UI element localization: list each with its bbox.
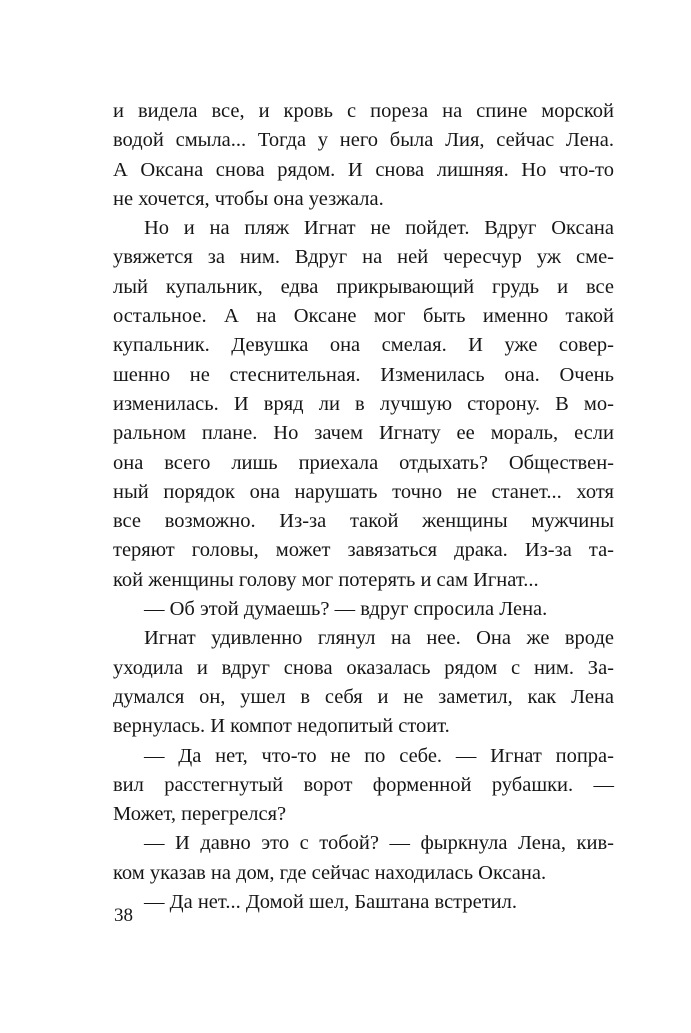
text-line: Может, перегрелся? xyxy=(113,803,287,826)
text-line: — Об этой думаешь? — вдруг спросила Лена. xyxy=(144,598,548,621)
text-line: — Да нет, что-то не по себе. — Игнат попра- xyxy=(144,744,614,767)
text-line: ральном плане. Но зачем Игнату ее мораль, если xyxy=(113,422,614,445)
text-line: — Да нет... Домой шел, Баштана встретил. xyxy=(144,891,518,914)
paragraph xyxy=(113,214,614,595)
text-line: теряют головы, может завязаться драка. Из-за та- xyxy=(113,539,614,562)
text-line: уходила и вдруг снова оказалась рядом с ним. За- xyxy=(113,656,614,679)
text-line: А Оксана снова рядом. И снова лишняя. Но что-то xyxy=(113,158,614,181)
page-number: 38 xyxy=(114,905,133,926)
text-line: и видела все, и кровь с пореза на спине морской xyxy=(113,100,614,122)
paragraph xyxy=(113,97,614,214)
text-line: думался он, ушел в себя и не заметил, как Лена xyxy=(113,685,614,708)
text-line: Но и на пляж Игнат не пойдет. Вдруг Оксана xyxy=(144,217,614,240)
text-line: ком указав на дом, где сейчас находилась Оксана. xyxy=(113,861,547,884)
text-line: она всего лишь приехала отдыхать? Обществен- xyxy=(113,451,614,474)
paragraph xyxy=(113,742,614,830)
text-line: водой смыла... Тогда у него была Лия, сейчас Лена. xyxy=(113,129,614,152)
text-line: — И давно это с тобой? — фыркнула Лена, кив- xyxy=(144,832,614,855)
text-line: купальник. Девушка она смелая. И уже совер- xyxy=(113,334,614,357)
paragraph xyxy=(113,829,614,888)
text-line: увяжется за ним. Вдруг на ней чересчур уж сме- xyxy=(113,246,614,269)
paragraph xyxy=(113,624,614,741)
text-line: ный порядок она нарушать точно не станет... хотя xyxy=(113,480,614,503)
text-line: шенно не стеснительная. Изменилась она. Очень xyxy=(113,363,614,386)
text-line: остальное. А на Оксане мог быть именно такой xyxy=(113,305,614,328)
text-line: все возможно. Из-за такой женщины мужчины xyxy=(113,510,614,533)
text-line: изменилась. И вряд ли в лучшую сторону. В мо- xyxy=(113,392,614,415)
paragraph xyxy=(113,888,614,917)
text-line: вернулась. И компот недопитый стоит. xyxy=(113,715,450,738)
text-line: вил расстегнутый ворот форменной рубашки. — xyxy=(113,773,614,796)
text-line: лый купальник, едва прикрывающий грудь и все xyxy=(113,275,614,298)
text-block xyxy=(113,97,614,917)
text-line: не хочется, чтобы она уезжала. xyxy=(113,187,384,210)
text-line: Игнат удивленно глянул на нее. Она же вроде xyxy=(144,627,614,650)
text-line: кой женщины голову мог потерять и сам Игнат... xyxy=(113,568,539,591)
paragraph xyxy=(113,595,614,624)
